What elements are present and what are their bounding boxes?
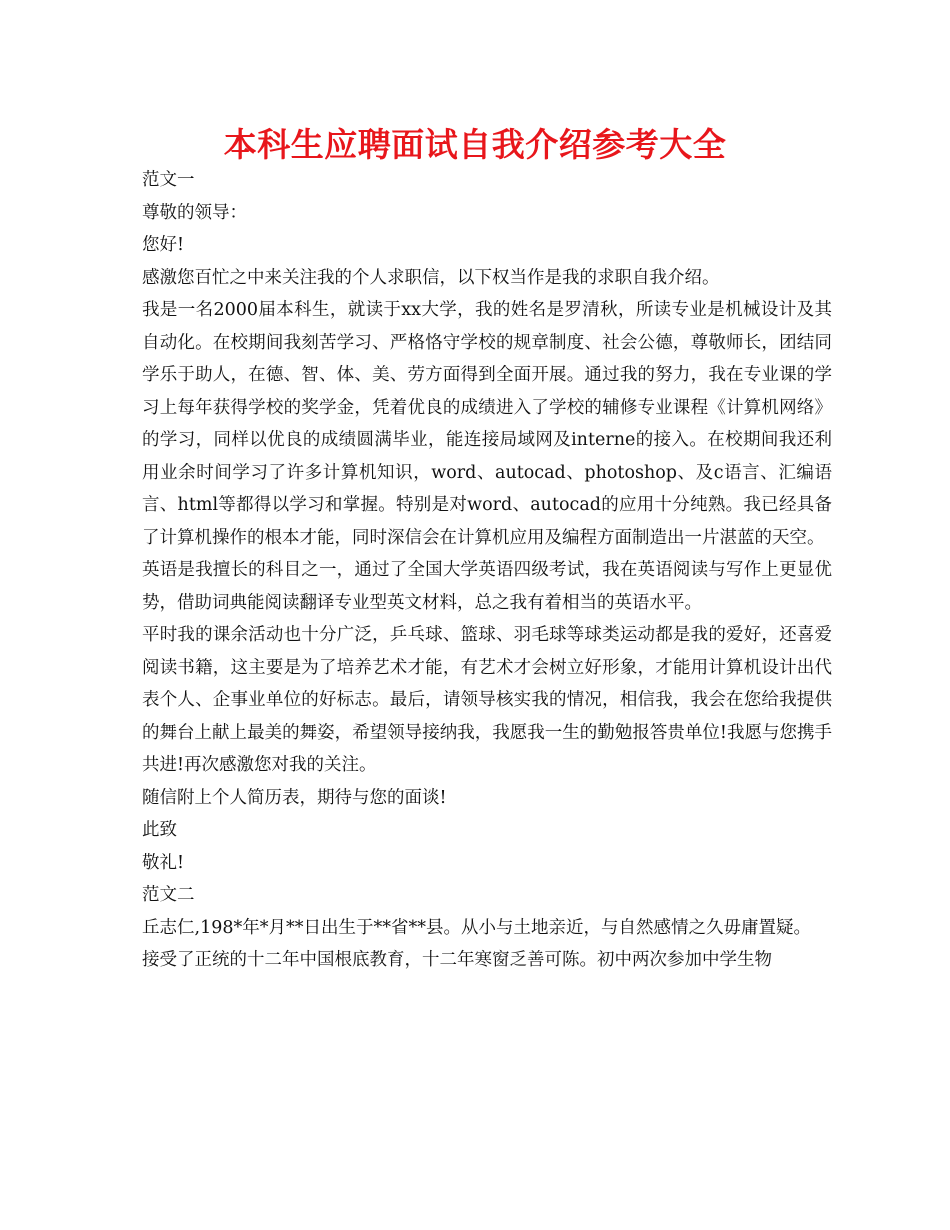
document-title: 本科生应聘面试自我介绍参考大全 (223, 125, 727, 164)
paragraph-sample-two-education: 接受了正统的十二年中国根底教育，十二年寒窗乏善可陈。初中两次参加中学生物 (142, 950, 772, 970)
paragraph-english: 英语是我擅长的科目之一，通过了全国大学英语四级考试，我在英语阅读与写作上更显优势，借助词典能阅读翻译专业型英文材料，总之我有着相当的英语水平。 (142, 560, 832, 613)
paragraph-activities: 平时我的课余活动也十分广泛，乒乓球、篮球、羽毛球等球类运动都是我的爱好，还喜爱阅读书籍，这主要是为了培养艺术才能，有艺术才会树立好形象，才能用计算机设计出代表个人、企事业单位的好标志。最后，请领导核实我的情况，相信我，我会在您给我提供的舞台上献上最美的舞姿，希望领导接纳我，我愿我一生的勤勉报答贵单位!我愿与您携手共进!再次感激您对我的关注。 (142, 625, 832, 775)
paragraph-greeting: 您好! (142, 235, 185, 255)
paragraph-sample-two-heading: 范文二 (142, 885, 195, 905)
paragraph-salutation: 尊敬的领导： (142, 202, 247, 223)
paragraph-attachment-note: 随信附上个人简历表，期待与您的面谈! (142, 787, 447, 808)
paragraph-intro: 感激您百忙之中来关注我的个人求职信，以下权当作是我的求职自我介绍。 (142, 267, 720, 288)
paragraph-closing: 此致 (142, 820, 177, 840)
paragraph-sample-one-heading: 范文一 (142, 170, 195, 190)
document-body (142, 164, 832, 977)
paragraph-regards: 敬礼! (142, 852, 185, 873)
paragraph-sample-two-bio: 丘志仁,198*年*月**日出生于**省**县。从小与土地亲近，与自然感情之久毋庸置疑。 (142, 917, 811, 938)
paragraph-education: 我是一名2000届本科生，就读于xx大学，我的姓名是罗清秋，所读专业是机械设计及其自动化。在校期间我刻苦学习、严格恪守学校的规章制度、社会公德，尊敬师长，团结同学乐于助人，在德、智、体、美、劳方面得到全面开展。通过我的努力，我在专业课的学习上每年获得学校的奖学金，凭着优良的成绩进入了学校的辅修专业课程《计算机网络》的学习，同样以优良的成绩圆满毕业，能连接局域网及interne的接入。在校期间我还利用业余时间学习了许多计算机知识，word、autocad、photoshop、及c语言、汇编语言、html等都得以学习和掌握。特别是对word、autocad的应用十分纯熟。我已经具备了计算机操作的根本才能，同时深信会在计算机应用及编程方面制造出一片湛蓝的天空。 (142, 300, 832, 548)
